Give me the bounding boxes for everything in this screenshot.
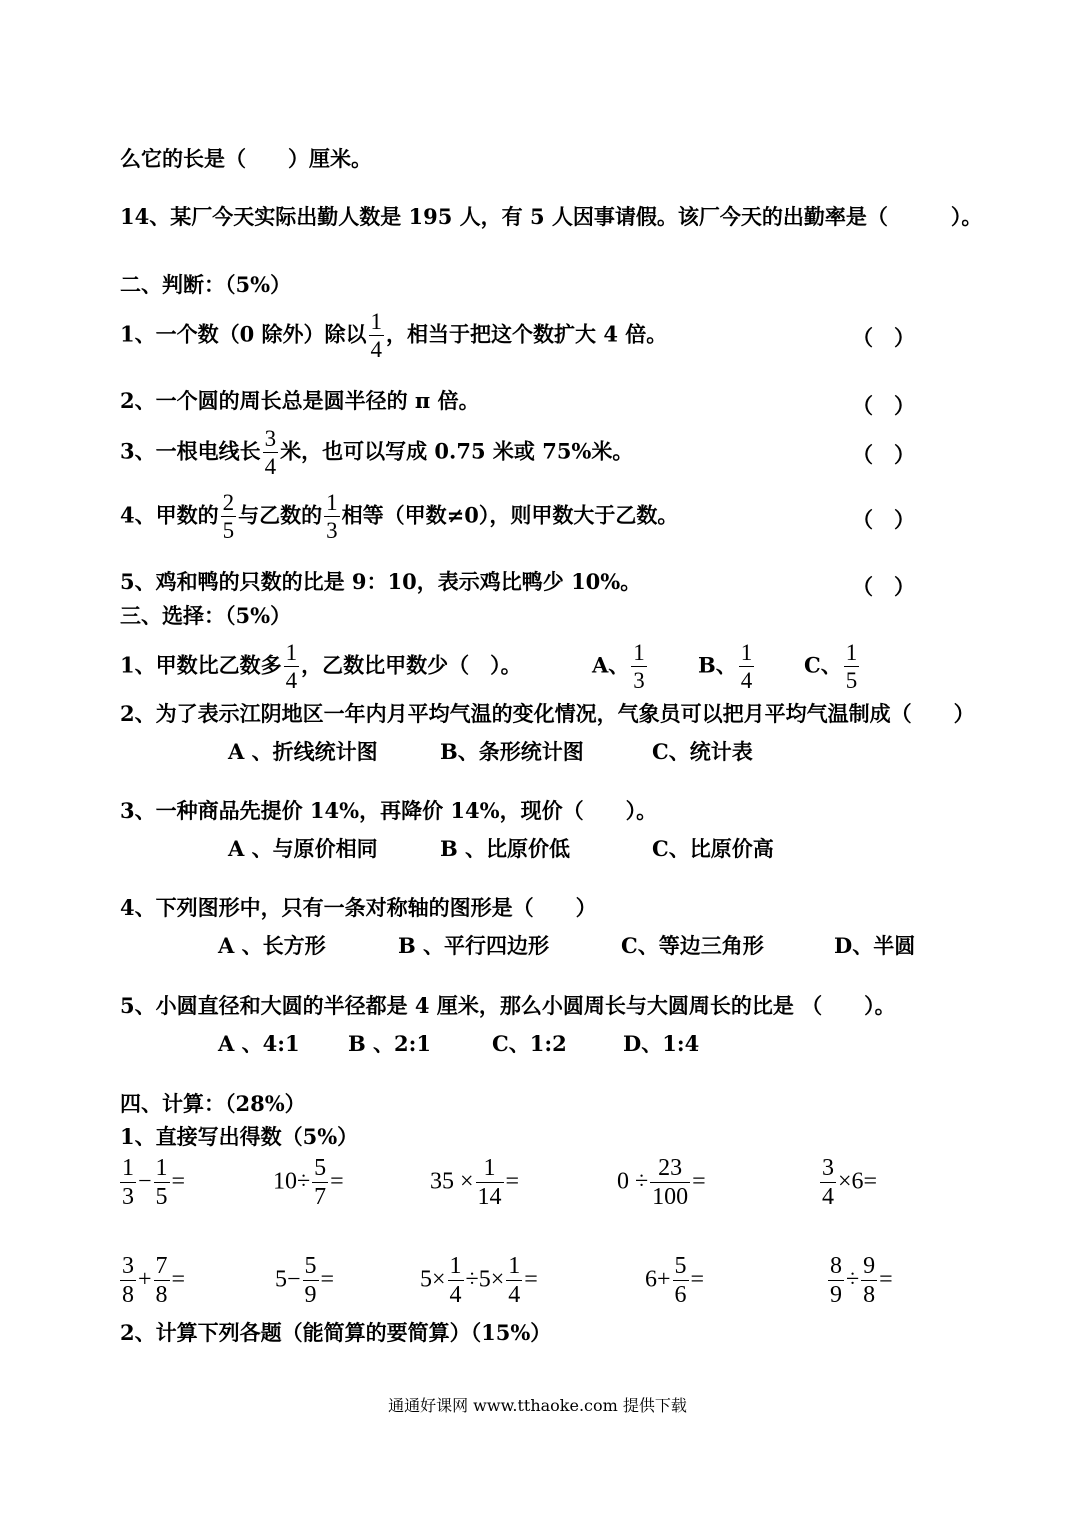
denominator: 4 — [370, 337, 383, 363]
expr-suffix: ×6= — [838, 1168, 878, 1195]
numerator: 3 — [263, 427, 279, 453]
expr-prefix: 6+ — [645, 1266, 671, 1293]
fraction — [861, 1254, 877, 1308]
judge-1-post: ，相当于把这个数扩大 4 倍。 — [386, 321, 668, 347]
choice-4-option-b[interactable]: B 、平行四边形 — [398, 933, 550, 958]
numerator: 8 — [828, 1254, 844, 1281]
fraction — [476, 1156, 504, 1210]
equals: = — [320, 1266, 335, 1293]
fraction — [369, 310, 385, 362]
judge-4-post: 相等（甲数≠0），则甲数大于乙数。 — [341, 502, 679, 528]
numerator: 1 — [448, 1254, 464, 1281]
denominator: 3 — [326, 518, 338, 544]
fraction — [673, 1254, 689, 1308]
denominator: 8 — [155, 1282, 168, 1309]
judge-4-mid: 与乙数的 — [238, 502, 323, 528]
numerator: 1 — [369, 310, 385, 336]
denominator: 9 — [830, 1282, 842, 1309]
calc-r1-e5 — [818, 1156, 877, 1210]
denominator: 4 — [449, 1282, 462, 1309]
numerator: 1 — [631, 641, 647, 667]
fraction — [154, 1156, 170, 1210]
expr-prefix: 0 ÷ — [617, 1168, 649, 1195]
option-label: A、 — [592, 652, 630, 678]
choice-1-pre: 1、甲数比乙数多 — [120, 652, 282, 678]
numerator: 9 — [861, 1254, 877, 1281]
denominator: 7 — [314, 1184, 327, 1211]
denominator: 4 — [264, 454, 277, 480]
expr-prefix: 5− — [275, 1266, 301, 1293]
fraction — [120, 1254, 136, 1308]
choice-3-option-a[interactable]: A 、与原价相同 — [228, 836, 378, 861]
equals: = — [171, 1266, 186, 1293]
calc-r1-e2 — [273, 1156, 344, 1210]
calc-subsection-2-text: 2、计算下列各题（能简算的要简算）（15%） — [120, 1320, 552, 1345]
numerator: 1 — [844, 641, 860, 667]
fraction — [154, 1254, 170, 1308]
operator: ÷ — [846, 1266, 860, 1293]
judge-item-1 — [120, 310, 667, 362]
denominator: 5 — [155, 1184, 168, 1211]
fraction — [303, 1254, 319, 1308]
judge-1-pre: 1、一个数（0 除外）除以 — [120, 321, 367, 347]
fraction — [284, 641, 300, 693]
calc-r1-e3 — [430, 1156, 519, 1210]
operator: + — [138, 1266, 152, 1293]
fraction — [324, 491, 340, 543]
calc-subsection-2-title — [120, 1322, 551, 1343]
judge-item-4 — [120, 491, 678, 543]
denominator: 14 — [477, 1184, 502, 1211]
fraction — [312, 1156, 328, 1210]
choice-item-4 — [120, 897, 597, 918]
fraction — [828, 1254, 844, 1308]
equals: = — [505, 1168, 520, 1195]
choice-4-option-c[interactable]: C、等边三角形 — [621, 933, 764, 958]
calc-r2-e1 — [118, 1254, 185, 1308]
choice-2-option-b[interactable]: B、条形统计图 — [440, 739, 584, 764]
denominator: 4 — [508, 1282, 521, 1309]
section-3-title — [120, 605, 291, 626]
calc-r2-e3 — [420, 1254, 538, 1308]
fraction — [448, 1254, 464, 1308]
numerator: 1 — [324, 491, 340, 517]
choice-5-option-a[interactable]: A 、4:1 — [218, 1031, 300, 1056]
choice-4-option-d[interactable]: D、半圆 — [834, 933, 916, 958]
choice-5-option-b[interactable]: B 、2:1 — [348, 1031, 432, 1056]
judge-5-text: 5、鸡和鸭的只数的比是 9：10，表示鸡比鸭少 10%。 — [120, 569, 642, 594]
judge-item-5 — [120, 571, 641, 592]
judge-3-answer-blank[interactable]: （ ） — [852, 442, 915, 467]
option-label: C、 — [804, 652, 842, 678]
fraction — [739, 641, 755, 693]
numerator: 23 — [650, 1156, 690, 1183]
denominator: 4 — [285, 668, 298, 694]
judge-item-3 — [120, 427, 633, 479]
denominator: 5 — [222, 518, 235, 544]
calc-r2-e2 — [275, 1254, 334, 1308]
equals: = — [330, 1168, 344, 1195]
section-2-title-text: 二、判断：（5%） — [120, 272, 292, 297]
numerator: 7 — [154, 1254, 170, 1281]
fraction — [650, 1156, 690, 1210]
section-4-title — [120, 1093, 306, 1114]
calc-subsection-1-text: 1、直接写出得数（5%） — [120, 1124, 359, 1149]
judge-5-answer-blank[interactable]: （ ） — [852, 574, 915, 599]
choice-2-text: 2、为了表示江阴地区一年内月平均气温的变化情况，气象员可以把月平均气温制成（ ） — [120, 701, 975, 726]
equals: = — [524, 1266, 538, 1293]
numerator: 1 — [120, 1156, 136, 1183]
fraction — [263, 427, 279, 479]
denominator: 4 — [740, 668, 753, 694]
judge-4-pre: 4、甲数的 — [120, 502, 219, 528]
equals: = — [690, 1266, 705, 1293]
expr-prefix: 10÷ — [273, 1168, 311, 1195]
numerator: 3 — [120, 1254, 136, 1281]
operator: ÷5× — [465, 1266, 505, 1293]
section-2-title — [120, 274, 291, 295]
calc-r2-e5 — [826, 1254, 893, 1308]
choice-1-option-b[interactable] — [698, 641, 756, 693]
choice-4-option-a[interactable]: A 、长方形 — [218, 933, 326, 958]
numerator: 5 — [303, 1254, 319, 1281]
judge-3-post: 米，也可以写成 0.75 米或 75%米。 — [280, 438, 634, 464]
denominator: 8 — [863, 1282, 876, 1309]
choice-1-option-a[interactable] — [592, 641, 649, 693]
choice-item-3 — [120, 800, 657, 821]
denominator: 4 — [822, 1184, 834, 1211]
judge-item-2 — [120, 390, 480, 411]
choice-3-text: 3、一种商品先提价 14%，再降价 14%，现价（ ）。 — [120, 798, 658, 823]
denominator: 8 — [122, 1282, 134, 1309]
section-3-title-text: 三、选择：（5%） — [120, 603, 292, 628]
choice-2-option-c[interactable]: C、统计表 — [652, 739, 753, 764]
numerator: 5 — [673, 1254, 689, 1281]
calc-r2-e4 — [645, 1254, 704, 1308]
fraction — [221, 491, 237, 543]
operator: − — [138, 1168, 152, 1195]
calc-r1-e4 — [617, 1156, 706, 1210]
fraction — [631, 641, 647, 693]
choice-3-option-b[interactable]: B 、比原价低 — [440, 836, 571, 861]
denominator: 6 — [674, 1282, 687, 1309]
judge-3-pre: 3、一根电线长 — [120, 438, 261, 464]
choice-5-option-d[interactable]: D、1:4 — [623, 1031, 700, 1056]
denominator: 100 — [652, 1184, 689, 1211]
choice-item-5 — [120, 995, 896, 1016]
fraction — [120, 1156, 136, 1210]
numerator: 5 — [312, 1156, 328, 1183]
calc-r1-e1 — [118, 1156, 185, 1210]
denominator: 3 — [633, 668, 645, 694]
judge-2-text: 2、一个圆的周长总是圆半径的 π 倍。 — [120, 388, 480, 413]
equals: = — [692, 1168, 706, 1195]
numerator: 3 — [820, 1156, 836, 1183]
choice-3-option-c[interactable]: C、比原价高 — [652, 836, 774, 861]
continued-question-line — [120, 148, 372, 169]
choice-item-1 — [120, 641, 522, 693]
calc-subsection-1-title — [120, 1126, 358, 1147]
expr-prefix: 5× — [420, 1266, 446, 1293]
judge-1-answer-blank[interactable]: （ ） — [852, 325, 915, 350]
denominator: 5 — [845, 668, 858, 694]
section-4-title-text: 四、计算：（28%） — [120, 1091, 306, 1116]
numerator: 1 — [739, 641, 755, 667]
equals: = — [171, 1168, 186, 1195]
continued-text: 么它的长是（ ）厘米。 — [120, 146, 372, 171]
fraction — [844, 641, 860, 693]
footer-source: 通通好课网 www.tthaoke.com 提供下载 — [388, 1396, 687, 1415]
numerator: 1 — [476, 1156, 504, 1183]
numerator: 1 — [154, 1156, 170, 1183]
option-label: B、 — [698, 652, 737, 678]
question-14-text: 14、某厂今天实际出勤人数是 195 人，有 5 人因事请假。该厂今天的出勤率是（ ）。 — [120, 204, 983, 229]
choice-1-post: ，乙数比甲数少（ ）。 — [301, 652, 522, 678]
choice-5-option-c[interactable]: C、1:2 — [492, 1031, 567, 1056]
denominator: 9 — [304, 1282, 317, 1309]
judge-2-answer-blank[interactable]: （ ） — [852, 393, 915, 418]
choice-5-text: 5、小圆直径和大圆的半径都是 4 厘米，那么小圆周长与大圆周长的比是 （ ）。 — [120, 993, 896, 1018]
judge-4-answer-blank[interactable]: （ ） — [852, 507, 915, 532]
choice-item-2 — [120, 703, 975, 724]
numerator: 1 — [284, 641, 300, 667]
choice-2-option-a[interactable]: A 、折线统计图 — [228, 739, 378, 764]
numerator: 1 — [506, 1254, 522, 1281]
question-14 — [120, 206, 982, 227]
choice-1-option-c[interactable] — [804, 641, 861, 693]
fraction — [506, 1254, 522, 1308]
choice-4-text: 4、下列图形中，只有一条对称轴的图形是（ ） — [120, 895, 597, 920]
fraction — [820, 1156, 836, 1210]
expr-prefix: 35 × — [430, 1168, 474, 1195]
denominator: 3 — [122, 1184, 134, 1211]
equals: = — [879, 1266, 893, 1293]
numerator: 2 — [221, 491, 237, 517]
